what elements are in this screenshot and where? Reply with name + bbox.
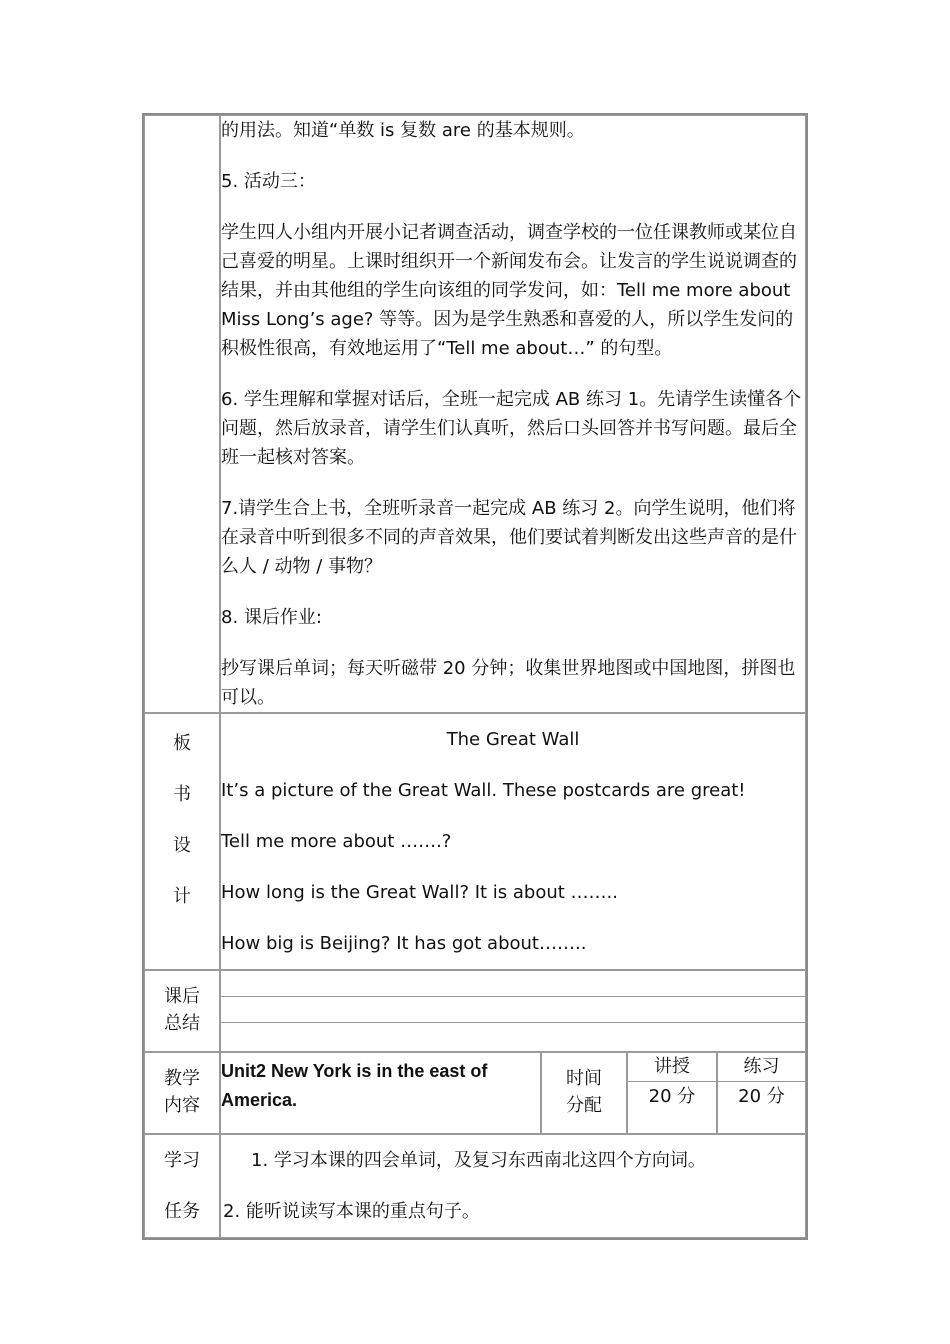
board-design-row: [144, 713, 806, 970]
summary-lines: [221, 971, 805, 1047]
practice-column: [717, 1052, 806, 1134]
activities-row: [144, 115, 806, 713]
summary-line: [221, 1023, 805, 1048]
summary-line: [221, 971, 805, 997]
summary-line: [221, 997, 805, 1023]
lesson-plan-table: [142, 113, 808, 1240]
learning-tasks-row: [144, 1134, 806, 1238]
board-line: It’s a picture of the Great Wall. These postcards are great!: [221, 780, 746, 801]
summary-cell: [220, 970, 806, 1052]
teaching-content-label: 教学 内容: [144, 1052, 220, 1134]
board-line: Tell me more about …….?: [221, 831, 452, 852]
activity-rule-text: 的用法。知道“单数 is 复数 are 的基本规则。: [221, 120, 585, 141]
activity-7-text: 7.请学生合上书，全班听录音一起完成 AB 练习 2。向学生说明，他们将在录音中听到很多不同的声音效果，他们要试着判断发出这些声音的是什么人 / 动物 / 事物？: [221, 498, 797, 577]
board-design-label: 板 书 设 计: [144, 713, 220, 970]
homework-text: 抄写课后单词；每天听磁带 20 分钟；收集世界地图或中国地图，拼图也可以。: [221, 658, 796, 708]
time-allocation-label: 时间 分配: [541, 1052, 627, 1134]
unit-title: Unit2 New York is in the east of America.: [220, 1052, 541, 1134]
summary-row: [144, 970, 806, 1052]
task-item: 1. 学习本课的四会单词，及复习东西南北这四个方向词。: [251, 1150, 706, 1171]
board-title: The Great Wall: [446, 729, 580, 750]
teaching-content-row: [144, 1052, 806, 1134]
board-line: How big is Beijing? It has got about……..: [221, 933, 587, 954]
activity-6-text: 6. 学生理解和掌握对话后，全班一起完成 AB 练习 1。先请学生读懂各个问题，然后放录音，请学生们认真听，然后口头回答并书写问题。最后全班一起核对答案。: [221, 389, 802, 468]
lecture-label: 讲授: [628, 1053, 716, 1082]
lecture-column: [627, 1052, 717, 1134]
summary-label: 课后 总结: [144, 970, 220, 1052]
practice-label: 练习: [718, 1053, 805, 1082]
task-item: 2. 能听说读写本课的重点句子。: [223, 1201, 480, 1222]
practice-value: 20 分: [738, 1086, 785, 1107]
board-line: How long is the Great Wall? It is about ……..: [221, 882, 619, 903]
activities-cell: [220, 115, 806, 713]
activity-3-heading: 5. 活动三：: [221, 171, 316, 192]
board-design-cell: [220, 713, 806, 970]
activities-label-cell: [144, 115, 220, 713]
learning-tasks-cell: [220, 1134, 806, 1238]
learning-tasks-label: 学习 任务: [144, 1134, 220, 1238]
homework-heading: 8. 课后作业:: [221, 607, 322, 628]
activity-3-text: 学生四人小组内开展小记者调查活动，调查学校的一位任课教师或某位自己喜爱的明星。上课时组织开一个新闻发布会。让发言的学生说说调查的结果，并由其他组的学生向该组的同学发问，如：Tell me more about Miss Long’s age? 等等。因为是学生熟悉和喜爱的人，所以学生发问的积极性很高，有效地运用了“Tell me about…” 的句型。: [221, 222, 797, 359]
lecture-value: 20 分: [648, 1086, 696, 1107]
